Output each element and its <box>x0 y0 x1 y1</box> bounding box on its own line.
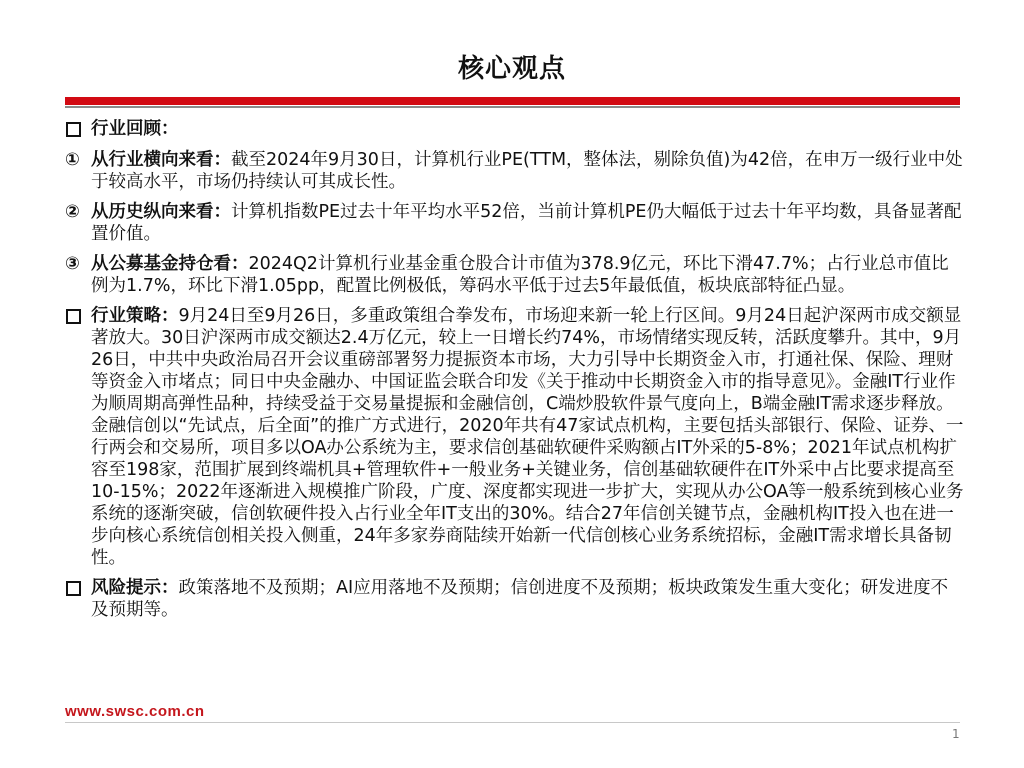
strategy-lead: 行业策略： <box>91 306 179 326</box>
footer-divider <box>65 722 960 723</box>
checkbox-bullet-icon <box>65 118 91 143</box>
section-review-heading: 行业回顾： <box>91 119 179 139</box>
checkbox-bullet-icon <box>65 577 91 602</box>
section-review <box>65 118 965 143</box>
strategy-body: 9月24日至9月26日，多重政策组合拳发布，市场迎来新一轮上行区间。9月24日起沪深两市成交额显著放大。30日沪深两市成交额达2.4万亿元，较上一日增长约74%，市场情绪实现反转，活跃度攀升。其中，9月26日，中共中央政治局召开会议重磅部署努力提振资本市场，大力引导中长期资金入市，打通社保、保险、理财等资金入市堵点；同日中央金融办、中国证监会联合印发《关于推动中长期资金入市的指导意见》。金融IT行业作为顺周期高弹性品种，持续受益于交易量提振和金融信创，C端炒股软件景气度向上，B端金融IT需求逐步释放。金融信创以“先试点，后全面”的推广方式进行，2020年共有47家试点机构，主要包括头部银行、保险、证券、一行两会和交易所，项目多以OA办公系统为主，要求信创基础软硬件采购额占IT外采的5-8%；2021年试点机构扩容至198家，范围扩展到终端机具+管理软件+一般业务+关键业务，信创基础软硬件在IT外采中占比要求提高至10-15%；2022年逐渐进入规模推广阶段，广度、深度都实现进一步扩大，实现从办公OA等一般系统到核心业务系统的逐渐突破，信创软硬件投入占行业全年IT支出的30%。结合27年信创关键节点，金融机构IT投入也在进一步向核心系统信创相关投入侧重，24年多家券商陆续开始新一代信创核心业务系统招标，金融IT需求增长具备韧性。 <box>91 306 964 568</box>
risk-lead: 风险提示： <box>91 578 179 598</box>
footer-website-link[interactable]: www.swsc.com.cn <box>65 703 205 720</box>
item-2-lead: 从历史纵向来看： <box>91 202 231 222</box>
item-3-lead: 从公募基金持仓看： <box>91 254 249 274</box>
item-1-body: 截至2024年9月30日，计算机行业PE(TTM，整体法，剔除负值)为42倍，在申万一级行业中处于较高水平，市场仍持续认可其成长性。 <box>91 150 963 192</box>
circled-number-1: ① <box>65 150 80 170</box>
checkbox-bullet-icon <box>65 305 91 330</box>
section-item-3 <box>65 253 965 297</box>
title-divider-red <box>65 97 960 105</box>
title-divider-gray <box>65 106 960 108</box>
section-risk <box>65 577 965 621</box>
risk-body: 政策落地不及预期；AI应用落地不及预期；信创进度不及预期；板块政策发生重大变化；研发进度不及预期等。 <box>91 578 949 620</box>
content-body <box>65 118 965 621</box>
item-1-lead: 从行业横向来看： <box>91 150 231 170</box>
section-item-2 <box>65 201 965 245</box>
page-number: 1 <box>952 727 960 741</box>
circled-number-2: ② <box>65 202 80 222</box>
section-strategy <box>65 305 965 569</box>
section-item-1 <box>65 149 965 193</box>
page-title: 核心观点 <box>457 54 566 84</box>
item-2-body: 计算机指数PE过去十年平均水平52倍，当前计算机PE仍大幅低于过去十年平均数，具备显著配置价值。 <box>91 202 962 244</box>
item-3-body: 2024Q2计算机行业基金重仓股合计市值为378.9亿元，环比下滑47.7%；占行业总市值比例为1.7%，环比下滑1.05pp，配置比例极低，筹码水平低于过去5年最低值，板块底部特征凸显。 <box>91 254 949 296</box>
circled-number-3: ③ <box>65 254 80 274</box>
